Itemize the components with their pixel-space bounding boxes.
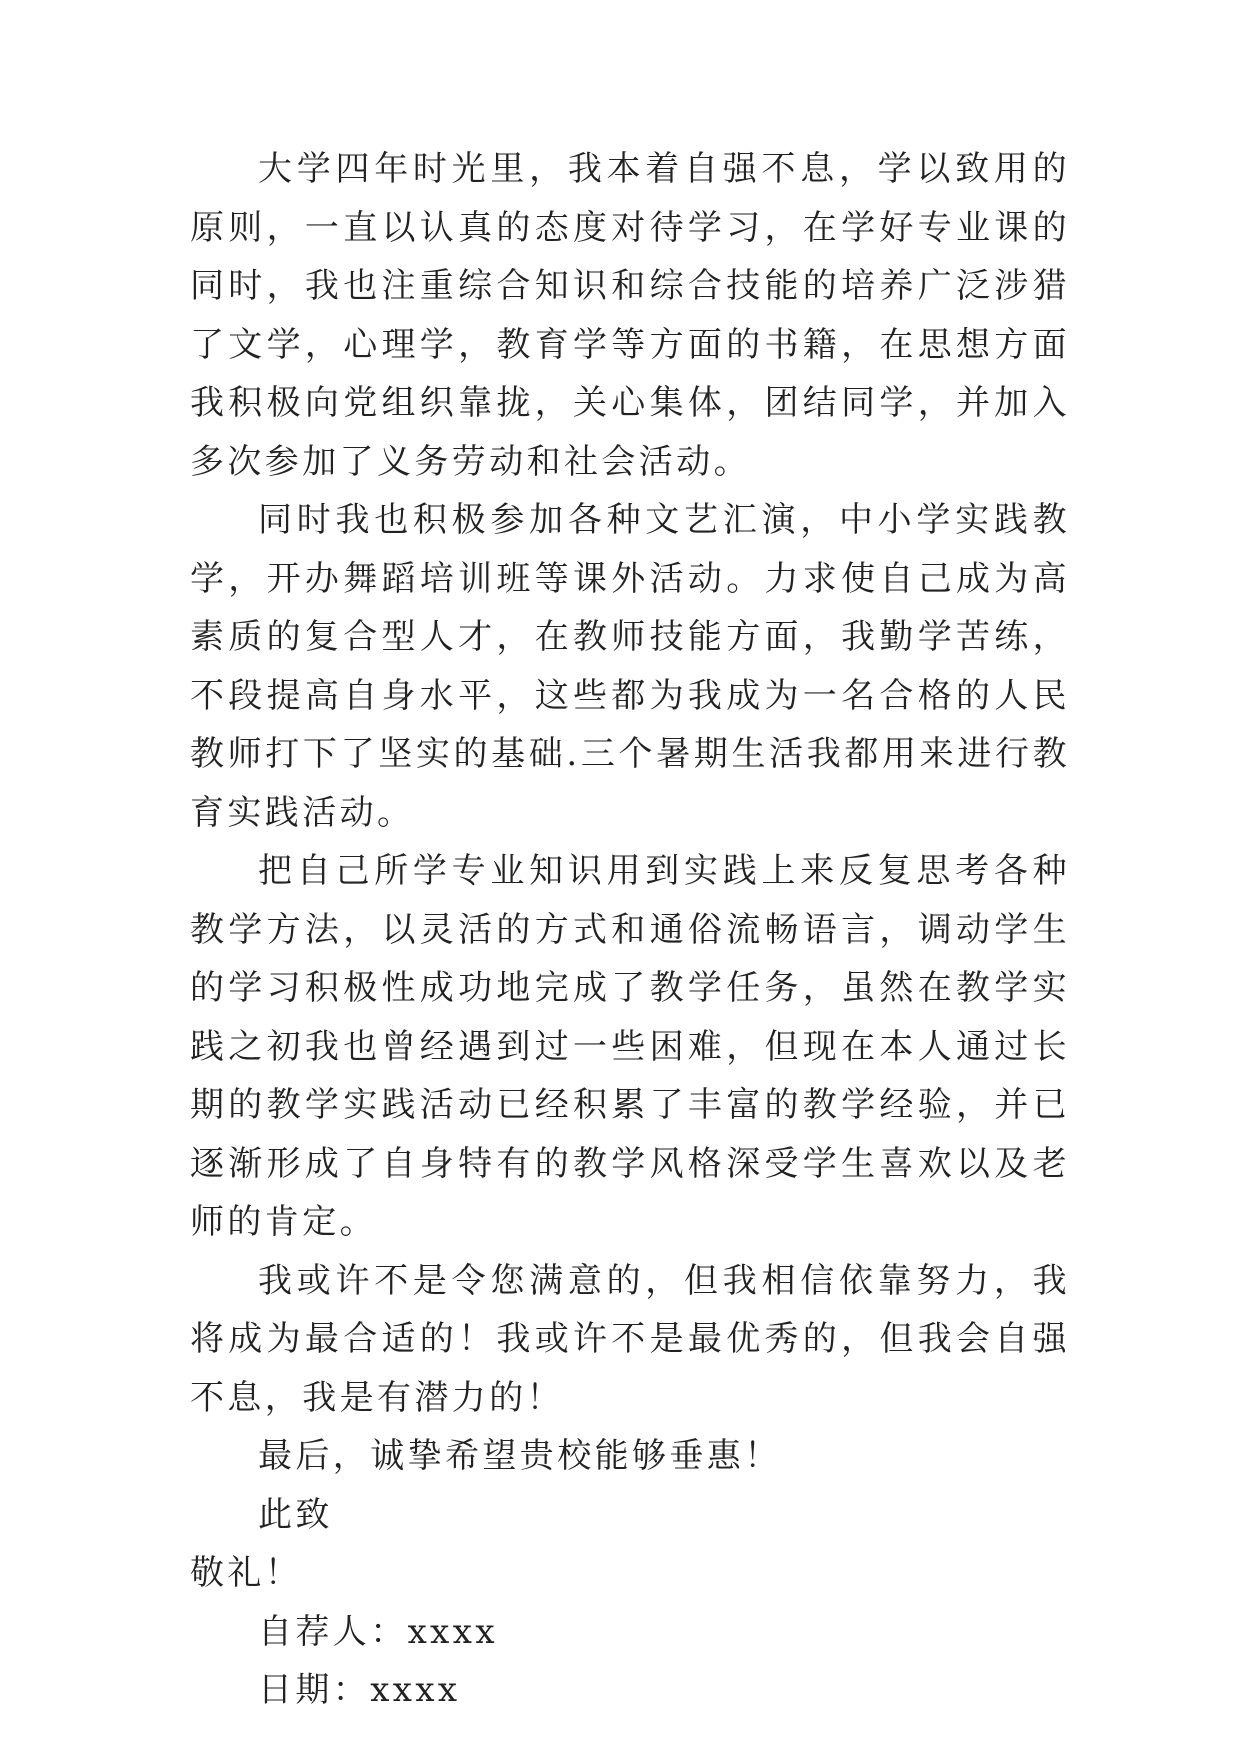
paragraph-2: 同时我也积极参加各种文艺汇演，中小学实践教学，开办舞蹈培训班等课外活动。力求使自己成为高素质的复合型人才，在教师技能方面，我勤学苦练，不段提高自身水平，这些都为我成为一名合格的人民教师打下了坚实的基础.三个暑期生活我都用来进行教育实践活动。 — [190, 500, 1070, 833]
closing-wish: 最后，诚挚希望贵校能够垂惠！ — [258, 1436, 782, 1476]
paragraph-4: 我或许不是令您满意的，但我相信依靠努力，我将成为最合适的！我或许不是最优秀的，但我会自强不息，我是有潜力的！ — [190, 1260, 1070, 1418]
paragraph-3: 把自己所学专业知识用到实践上来反复思考各种教学方法，以灵活的方式和通俗流畅语言，调动学生的学习积极性成功地完成了教学任务，虽然在教学实践之初我也曾经遇到过一些困难，但现在本人通过长期的教学实践活动已经积累了丰富的教学经验，并已逐渐形成了自身特有的教学风格深受学生喜欢以及老师的肯定。 — [190, 851, 1070, 1242]
closing-regards: 此致 — [258, 1494, 333, 1535]
salutation: 敬礼！ — [190, 1553, 303, 1593]
paragraph-1: 大学四年时光里，我本着自强不息，学以致用的原则，一直以认真的态度对待学习，在学好专业课的同时，我也注重综合知识和综合技能的培养广泛涉猎了文学，心理学，教育学等方面的书籍，在思想方面我积极向党组织靠拢，关心集体，团结同学，并加入多次参加了义务劳动和社会活动。 — [190, 149, 1070, 482]
letter-body — [190, 140, 1070, 1720]
date-line: 日期：xxxx — [258, 1670, 461, 1710]
signature-line: 自荐人：xxxx — [258, 1611, 498, 1652]
